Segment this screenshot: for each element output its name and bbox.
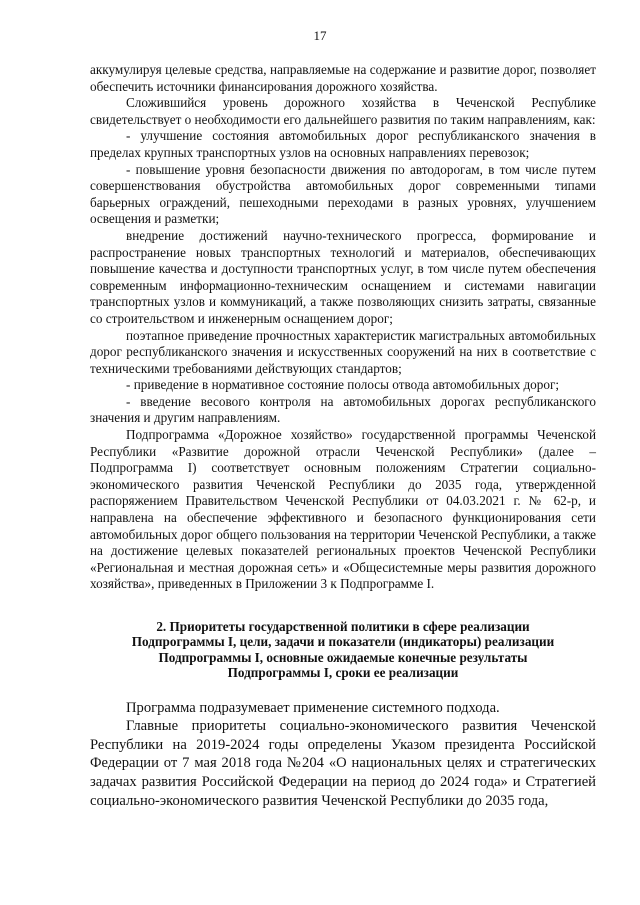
page-number: 17 <box>313 28 327 43</box>
list-item: поэтапное приведение прочностных характеристик магистральных автомобильных дорог республиканского значения и искусственных сооружений на них в соответствие с техническими требованиями действующих стандартов; <box>90 327 596 376</box>
list-item: - повышение уровня безопасности движения по автодорогам, в том числе путем совершенствования обустройства автомобильных дорог современными типами барьерных ограждений, пешеходными переходами в разных уровнях, улучшением освещения и разметки; <box>90 161 596 227</box>
section-title-line: Подпрограммы I, цели, задачи и показатели (индикаторы) реализации <box>131 634 555 650</box>
list-item: - введение весового контроля на автомобильных дорогах республиканского значения и другим направлениям. <box>90 393 596 426</box>
paragraph: аккумулируя целевые средства, направляемые на содержание и развитие дорог, позволяет обеспечить источники финансирования дорожного хозяйства. <box>90 62 596 94</box>
paragraph: Программа подразумевает применение системного подхода. <box>126 699 500 716</box>
list-item: - улучшение состояния автомобильных дорог республиканского значения в пределах крупных транспортных узлов на основных направлениях перевозок; <box>90 128 596 160</box>
paragraph: Главные приоритеты социально-экономического развития Чеченской Республики на 2019-2024 годы определены Указом президента Российской Федерации от 7 мая 2018 года №204 «О национальных целях и стратегических задачах развития Российской Федерации на период до 2024 года» и Стратегией социально-экономического развития Чеченской Республики до 2035 года, <box>90 718 596 809</box>
paragraph: Сложившийся уровень дорожного хозяйства в Чеченской Республике свидетельствует о необходимости его дальнейшего развития по таким направлениям, как: <box>90 95 596 127</box>
section-title-line: Подпрограммы I, сроки ее реализации <box>227 665 459 681</box>
list-item: внедрение достижений научно-технического прогресса, формирование и распространение новых транспортных технологий и материалов, обеспечивающих повышение качества и доступности транспортных услуг, в том числе путем обеспечения современным информационно-техническим оснащением и системами навигации транспортных узлов и коммуникаций, а также позволяющих снизить затраты, связанные со строительством и инженерным оснащением дорог; <box>90 227 596 326</box>
list-item: - приведение в нормативное состояние полосы отвода автомобильных дорог; <box>126 377 560 393</box>
paragraph: Подпрограмма «Дорожное хозяйство» государственной программы Чеченской Республики «Развитие дорожной отрасли Чеченской Республики» (далее – Подпрограмма I) соответствует основным положениям Стратегии социально-экономического развития Чеченской Республики до 2035 года, утвержденной распоряжением Правительством Чеченской Республики от 04.03.2021 г. № 62-р, и направлена на обеспечение эффективного и безопасного функционирования сети автомобильных дорог общего пользования на территории Чеченской Республики, а также на достижение целевых показателей региональных проектов Чеченской Республики «Региональная и местная дорожная сеть» и «Общесистемные меры развития дорожного хозяйства», приведенных в Приложении 3 к Подпрограмме I. <box>90 427 596 592</box>
section-title <box>90 619 596 681</box>
document-body <box>90 62 596 810</box>
section-title-line: Подпрограммы I, основные ожидаемые конечные результаты <box>158 649 528 665</box>
section-title-line: 2. Приоритеты государственной политики в сфере реализации <box>156 619 530 634</box>
